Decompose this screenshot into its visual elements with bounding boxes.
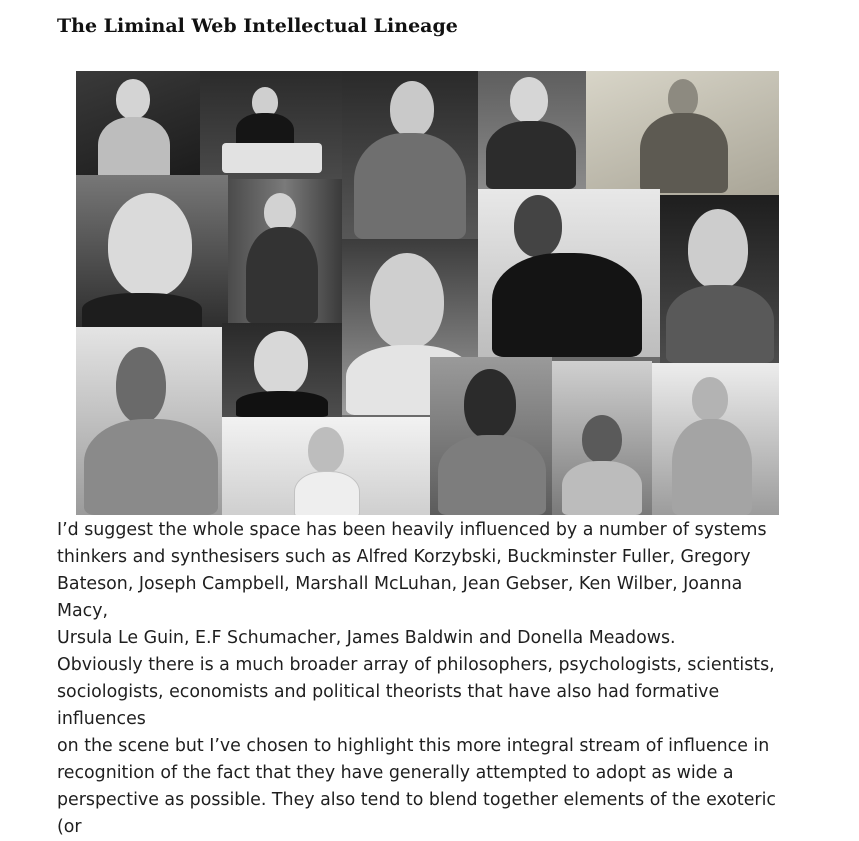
portrait-photo [200,71,342,179]
portrait-collage-image [76,71,779,515]
portrait-photo [478,71,586,189]
paragraph-line: Obviously there is a much broader array of philosophers, psychologists, scientists, [57,655,775,675]
paragraph-line: Bateson, Joseph Campbell, Marshall McLuhan, Jean Gebser, Ken Wilber, Joanna Macy, [57,574,743,621]
portrait-photo [660,195,779,363]
paragraph-line: Ursula Le Guin, E.F Schumacher, James Baldwin and Donella Meadows. [57,628,676,648]
article-heading: The Liminal Web Intellectual Lineage [57,15,458,37]
article-paragraph [57,652,797,841]
paragraph-line: sociologists, economists and political theorists that have also had formative influences [57,682,720,729]
paragraph-line: recognition of the fact that they have generally attempted to adopt as wide a [57,763,734,783]
portrait-photo [430,357,552,515]
portrait-photo [76,71,200,175]
portrait-photo [228,179,342,323]
portrait-photo [342,71,478,239]
portrait-photo [222,417,430,515]
portrait-photo [76,327,222,515]
paragraph-line: perspective as possible. They also tend to blend together elements of the exoteric (or [57,790,776,837]
portrait-photo [586,71,779,195]
portrait-photo [552,361,652,515]
paragraph-line: thinkers and synthesisers such as Alfred Korzybski, Buckminster Fuller, Gregory [57,547,751,567]
portrait-photo [222,323,342,417]
article-paragraph [57,517,797,652]
paragraph-line: on the scene but I’ve chosen to highlight this more integral stream of influence in [57,736,770,756]
portrait-photo [76,175,228,327]
portrait-photo [478,189,660,357]
portrait-photo [652,363,779,515]
paragraph-line: I’d suggest the whole space has been heavily influenced by a number of systems [57,520,767,540]
